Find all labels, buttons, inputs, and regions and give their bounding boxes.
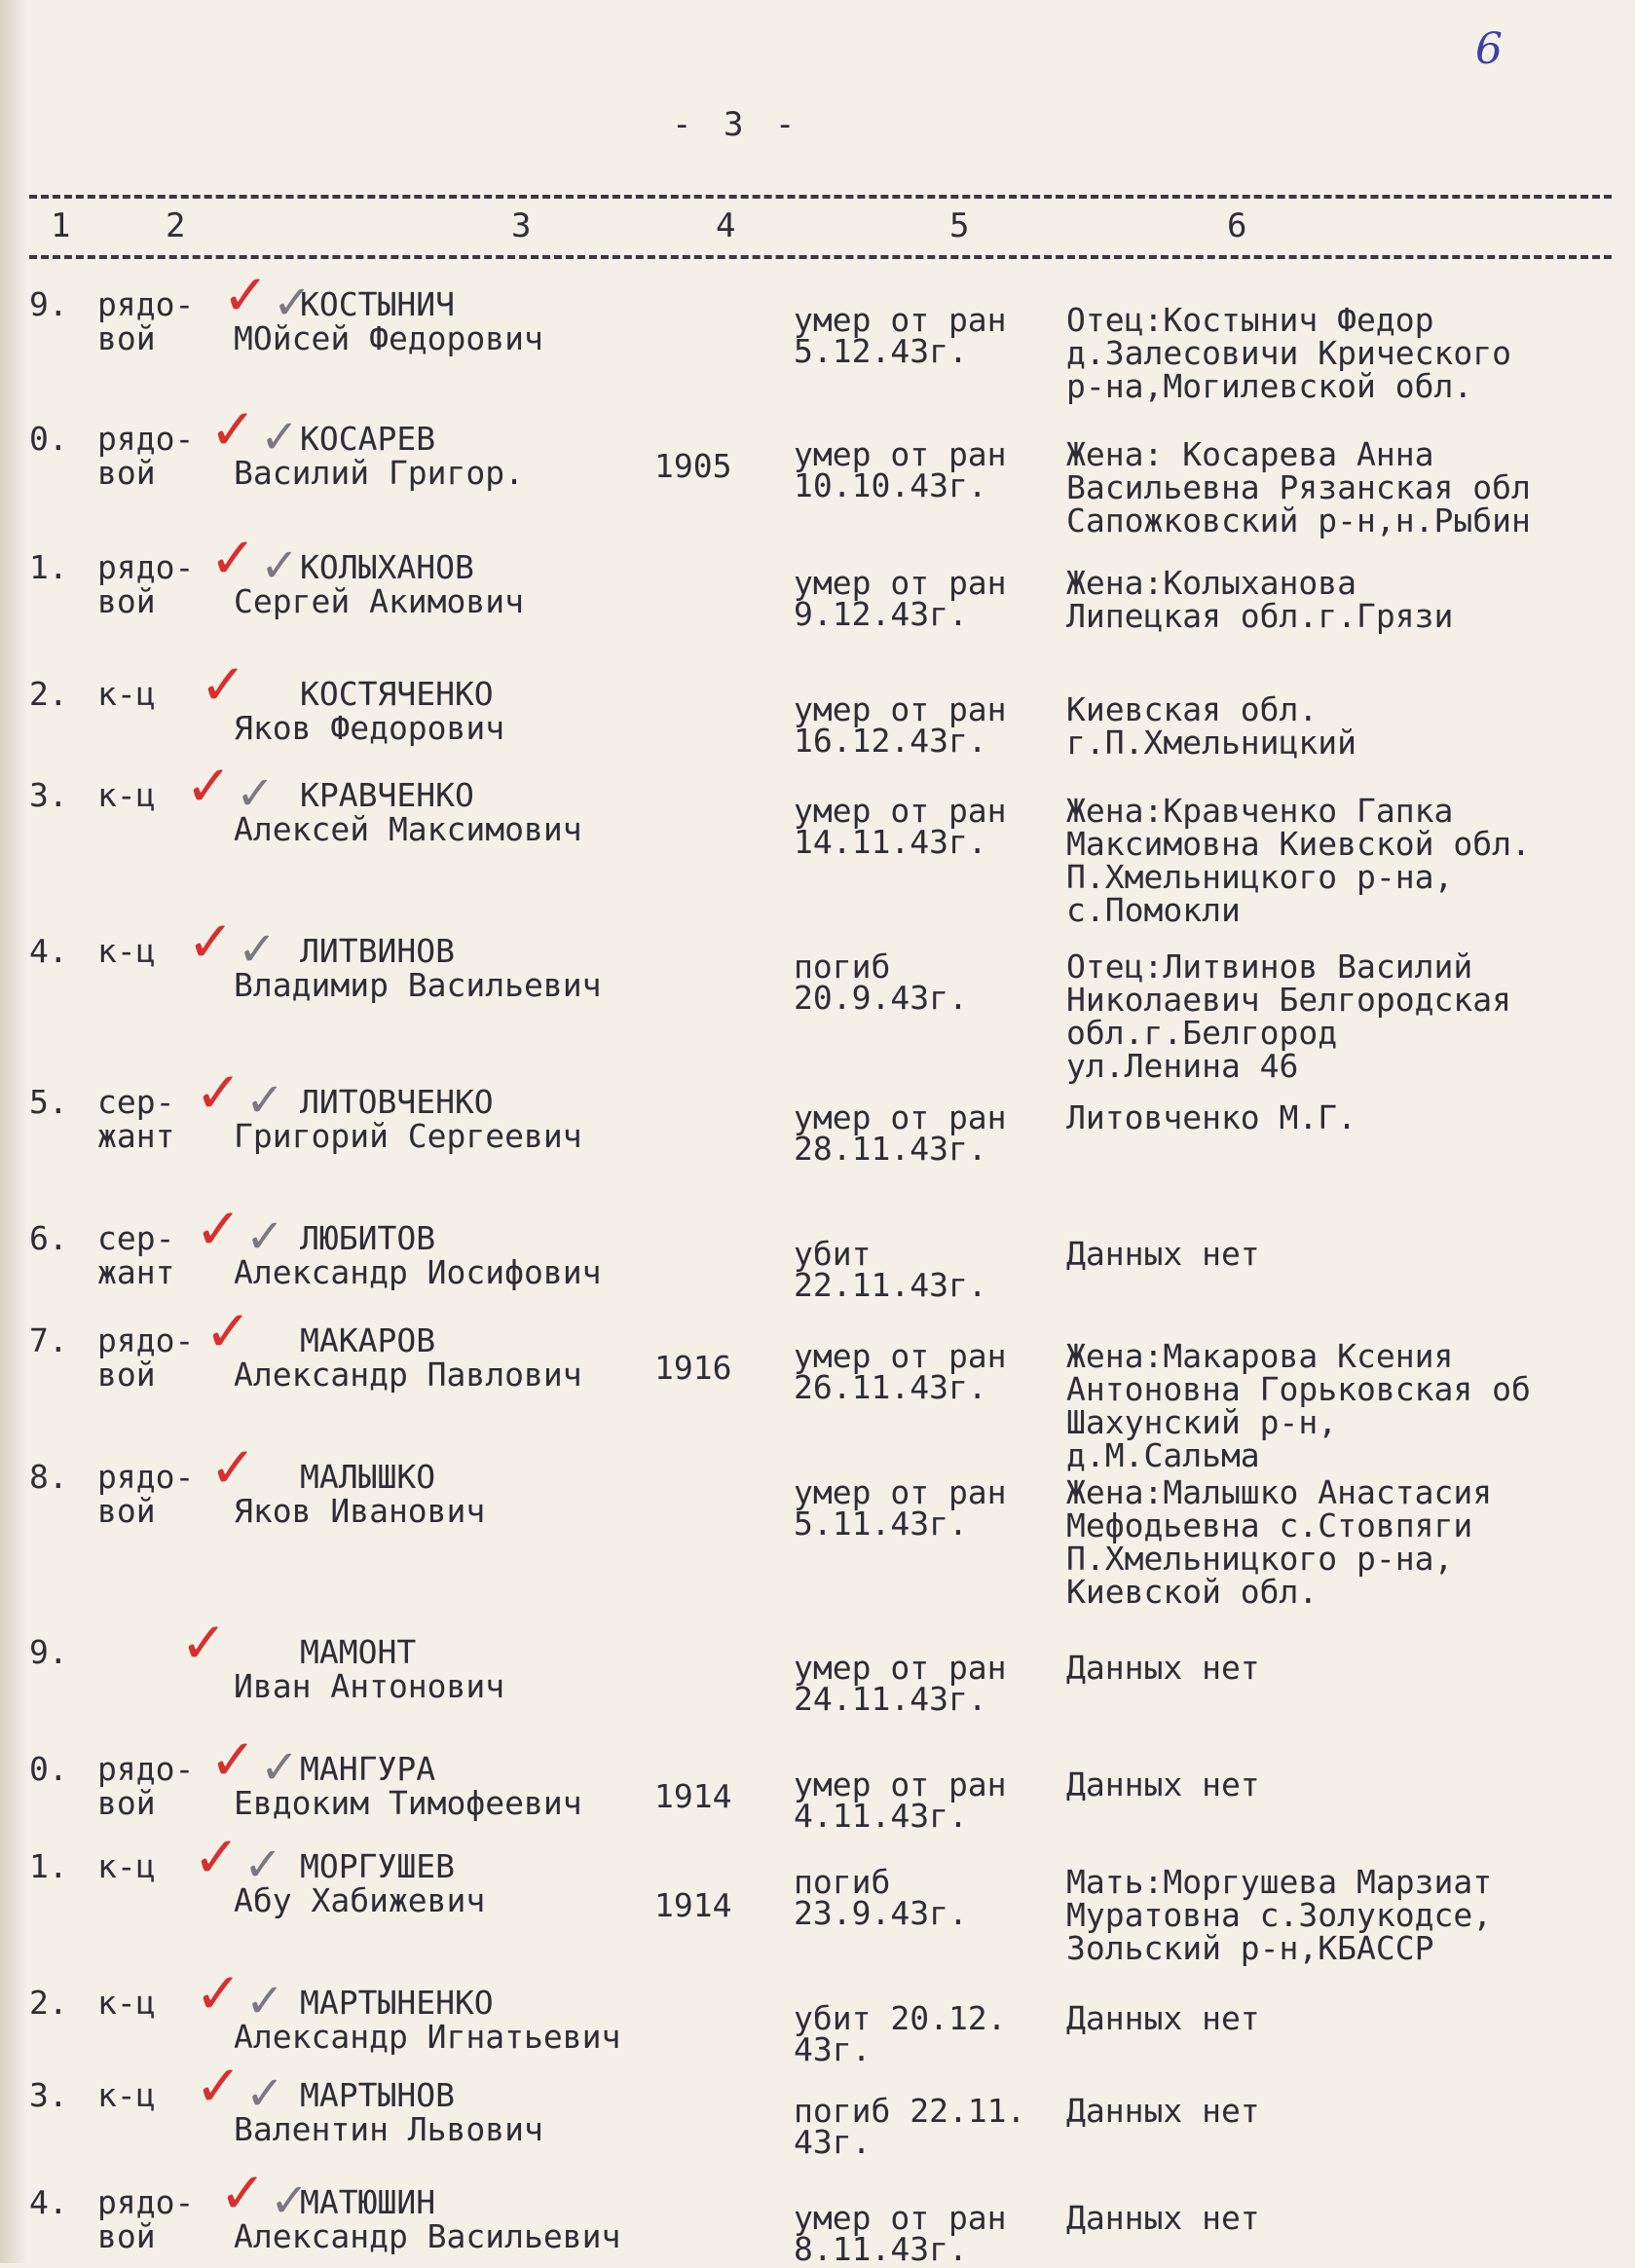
entry-number: 8.: [29, 1458, 68, 1496]
relatives-address: Литовченко М.Г.: [1066, 1098, 1357, 1136]
relatives-address: Сапожковский р-н,н.Рыбин: [1066, 502, 1531, 539]
relatives-address: Антоновна Горьковская об: [1066, 1370, 1531, 1408]
fate: умер от ран: [794, 1098, 1007, 1136]
fate: 10.10.43г.: [794, 466, 987, 504]
surname: КОЛЫХАНОВ: [300, 548, 474, 586]
rank: жант: [97, 1117, 175, 1155]
rank: к-ц: [97, 2076, 156, 2114]
review-tick-mark: ✓: [260, 410, 300, 465]
rank: к-ц: [97, 1984, 156, 2022]
red-check-mark: ✓: [204, 1298, 252, 1364]
given-names: Валентин Львович: [234, 2110, 543, 2148]
relatives-address: д.М.Сальма: [1066, 1436, 1260, 1474]
given-names: Евдоким Тимофеевич: [234, 1784, 582, 1822]
rank: рядо-: [97, 2183, 195, 2221]
relatives-address: ул.Ленина 46: [1066, 1047, 1299, 1085]
relatives-address: Жена:Малышко Анастасия: [1066, 1473, 1493, 1511]
entry-number: 9.: [29, 285, 68, 323]
rank: рядо-: [97, 1321, 195, 1359]
column-number-6: 6: [1227, 206, 1247, 245]
surname: МАТЮШИН: [300, 2183, 436, 2221]
entry-number: 9.: [29, 1633, 68, 1671]
red-check-mark: ✓: [209, 1434, 257, 1501]
rank: вой: [97, 582, 156, 620]
review-tick-mark: ✓: [260, 1740, 300, 1795]
given-names: Абу Хабижевич: [234, 1881, 486, 1919]
fate: 16.12.43г.: [794, 722, 987, 760]
rank: вой: [97, 454, 156, 492]
header-divider-bottom: [29, 255, 1612, 259]
review-tick-mark: ✓: [243, 1838, 283, 1892]
fate: убит 20.12.: [794, 1999, 1007, 2037]
rank: рядо-: [97, 285, 195, 323]
column-number-5: 5: [949, 206, 970, 245]
surname: КОСАРЕВ: [300, 420, 436, 458]
fate: погиб 22.11.: [794, 2092, 1026, 2130]
rank: к-ц: [97, 675, 156, 713]
given-names: Григорий Сергеевич: [234, 1117, 582, 1155]
given-names: Яков Федорович: [234, 709, 505, 747]
review-tick-mark: ✓: [245, 1209, 285, 1264]
header-divider-top: [29, 195, 1612, 199]
rank: вой: [97, 1784, 156, 1822]
given-names: Алексей Максимович: [234, 810, 582, 848]
review-tick-mark: ✓: [245, 1073, 285, 1128]
entry-number: 3.: [29, 2076, 68, 2114]
relatives-address: Мать:Моргушева Марзиат: [1066, 1863, 1493, 1901]
relatives-address: Данных нет: [1066, 1999, 1260, 2037]
page-left-edge: [0, 0, 27, 2263]
birth-year: 1916: [654, 1349, 732, 1387]
fate: 28.11.43г.: [794, 1130, 987, 1168]
column-number-2: 2: [166, 206, 186, 245]
surname: МАМОНТ: [300, 1633, 417, 1671]
relatives-address: Липецкая обл.г.Грязи: [1066, 597, 1454, 635]
review-tick-mark: ✓: [245, 2066, 285, 2121]
fate: 4.11.43г.: [794, 1797, 968, 1835]
page-number: - 3 -: [672, 105, 801, 144]
fate: 22.11.43г.: [794, 1266, 987, 1304]
fate: умер от ран: [794, 1766, 1007, 1803]
entry-number: 1.: [29, 548, 68, 586]
fate: 43г.: [794, 2030, 872, 2068]
review-tick-mark: ✓: [236, 766, 276, 821]
relatives-address: Отец:Костынич Федор: [1066, 301, 1434, 339]
relatives-address: Данных нет: [1066, 1235, 1260, 1273]
given-names: Александр Павлович: [234, 1356, 582, 1394]
relatives-address: Зольский р-н,КБАССР: [1066, 1929, 1434, 1967]
entry-number: 4.: [29, 2183, 68, 2221]
fate: 9.12.43г.: [794, 595, 968, 633]
fate: 23.9.43г.: [794, 1894, 968, 1932]
entry-number: 4.: [29, 932, 68, 970]
given-names: МОйсей Федорович: [234, 319, 543, 357]
relatives-address: обл.г.Белгород: [1066, 1014, 1338, 1052]
rank: к-ц: [97, 776, 156, 814]
relatives-address: Данных нет: [1066, 2092, 1260, 2130]
surname: ЛИТВИНОВ: [300, 932, 455, 970]
fate: погиб: [794, 1863, 891, 1901]
fate: умер от ран: [794, 1649, 1007, 1687]
red-check-mark: ✓: [209, 1727, 257, 1793]
rank: вой: [97, 1356, 156, 1394]
relatives-address: Жена:Колыханова: [1066, 564, 1357, 602]
review-tick-mark: ✓: [238, 922, 278, 977]
fate: 5.12.43г.: [794, 332, 968, 370]
red-check-mark: ✓: [222, 262, 270, 328]
red-check-mark: ✓: [200, 651, 247, 718]
rank: сер-: [97, 1083, 175, 1121]
rank: вой: [97, 319, 156, 357]
relatives-address: П.Хмельницкого р-на,: [1066, 1540, 1454, 1578]
entry-number: 0.: [29, 1750, 68, 1788]
fate: умер от ран: [794, 301, 1007, 339]
relatives-address: Данных нет: [1066, 1766, 1260, 1803]
fate: умер от ран: [794, 690, 1007, 728]
review-tick-mark: ✓: [260, 539, 300, 593]
entry-number: 6.: [29, 1219, 68, 1257]
given-names: Яков Иванович: [234, 1492, 486, 1530]
relatives-address: Шахунский р-н,: [1066, 1403, 1338, 1441]
birth-year: 1914: [654, 1886, 732, 1924]
red-check-mark: ✓: [195, 1060, 242, 1126]
relatives-address: Киевской обл.: [1066, 1573, 1319, 1611]
given-names: Сергей Акимович: [234, 582, 525, 620]
relatives-address: П.Хмельницкого р-на,: [1066, 858, 1454, 896]
fate: умер от ран: [794, 792, 1007, 830]
fate: 8.11.43г.: [794, 2230, 968, 2268]
rank: к-ц: [97, 932, 156, 970]
red-check-mark: ✓: [185, 753, 233, 819]
fate: 14.11.43г.: [794, 823, 987, 861]
rank: рядо-: [97, 420, 195, 458]
rank: жант: [97, 1253, 175, 1291]
red-check-mark: ✓: [193, 1824, 241, 1890]
red-check-mark: ✓: [195, 1196, 242, 1262]
red-check-mark: ✓: [209, 525, 257, 591]
given-names: Владимир Васильевич: [234, 966, 602, 1004]
relatives-address: Жена:Кравченко Гапка: [1066, 792, 1454, 830]
relatives-address: Максимовна Киевской обл.: [1066, 825, 1531, 863]
surname: ЛИТОВЧЕНКО: [300, 1083, 494, 1121]
relatives-address: Муратовна с.Золукодсе,: [1066, 1896, 1493, 1934]
surname: МАЛЫШКО: [300, 1458, 436, 1496]
fate: 26.11.43г.: [794, 1368, 987, 1406]
entry-number: 3.: [29, 776, 68, 814]
surname: МОРГУШЕВ: [300, 1847, 455, 1885]
relatives-address: Жена: Косарева Анна: [1066, 435, 1434, 473]
given-names: Иван Антонович: [234, 1667, 505, 1705]
entry-number: 1.: [29, 1847, 68, 1885]
rank: вой: [97, 2217, 156, 2255]
review-tick-mark: ✓: [245, 1974, 285, 2028]
fate: умер от ран: [794, 2199, 1007, 2237]
relatives-address: Киевская обл.: [1066, 690, 1319, 728]
entry-number: 2.: [29, 675, 68, 713]
relatives-address: Николаевич Белгородская: [1066, 981, 1511, 1019]
fate: умер от ран: [794, 564, 1007, 602]
fate: умер от ран: [794, 435, 1007, 473]
fate: погиб: [794, 948, 891, 985]
relatives-address: Васильевна Рязанская обл: [1066, 468, 1531, 506]
rank: рядо-: [97, 1750, 195, 1788]
rank: рядо-: [97, 1458, 195, 1496]
fate: 20.9.43г.: [794, 979, 968, 1017]
given-names: Александр Игнатьевич: [234, 2018, 621, 2056]
relatives-address: Данных нет: [1066, 1649, 1260, 1687]
surname: ЛЮБИТОВ: [300, 1219, 436, 1257]
given-names: Александр Васильевич: [234, 2217, 621, 2255]
relatives-address: Мефодьевна с.Стовпяги: [1066, 1506, 1473, 1544]
relatives-address: г.П.Хмельницкий: [1066, 724, 1357, 762]
surname: МАНГУРА: [300, 1750, 436, 1788]
relatives-address: д.Залесовичи Кричеcкого: [1066, 334, 1511, 372]
red-check-mark: ✓: [180, 1610, 228, 1676]
surname: МАРТЫНОВ: [300, 2076, 455, 2114]
entry-number: 0.: [29, 420, 68, 458]
fate: умер от ран: [794, 1337, 1007, 1375]
surname: КОСТЫНИЧ: [300, 285, 455, 323]
red-check-mark: ✓: [187, 909, 235, 975]
column-number-1: 1: [51, 206, 71, 245]
fate: умер от ран: [794, 1473, 1007, 1511]
rank: вой: [97, 1492, 156, 1530]
relatives-address: Отец:Литвинов Василий: [1066, 948, 1473, 985]
fate: убит: [794, 1235, 872, 1273]
rank: сер-: [97, 1219, 175, 1257]
sheet-number: 6: [1475, 24, 1503, 74]
fate: 43г.: [794, 2123, 872, 2161]
fate: 5.11.43г.: [794, 1505, 968, 1543]
surname: КОСТЯЧЕНКО: [300, 675, 494, 713]
review-tick-mark: ✓: [270, 2174, 310, 2228]
entry-number: 7.: [29, 1321, 68, 1359]
fate: 24.11.43г.: [794, 1680, 987, 1718]
entry-number: 2.: [29, 1984, 68, 2022]
relatives-address: р-на,Могилевской обл.: [1066, 367, 1473, 405]
red-check-mark: ✓: [195, 2053, 242, 2119]
given-names: Александр Иосифович: [234, 1253, 602, 1291]
column-number-4: 4: [716, 206, 736, 245]
relatives-address: с.Помокли: [1066, 891, 1241, 929]
red-check-mark: ✓: [195, 1960, 242, 2026]
red-check-mark: ✓: [209, 396, 257, 463]
rank: рядо-: [97, 548, 195, 586]
birth-year: 1905: [654, 447, 732, 485]
rank: к-ц: [97, 1847, 156, 1885]
surname: МАРТЫНЕНКО: [300, 1984, 494, 2022]
relatives-address: Данных нет: [1066, 2199, 1260, 2237]
red-check-mark: ✓: [219, 2160, 267, 2226]
relatives-address: Жена:Макарова Ксения: [1066, 1337, 1454, 1375]
surname: КРАВЧЕНКО: [300, 776, 474, 814]
entry-number: 5.: [29, 1083, 68, 1121]
birth-year: 1914: [654, 1777, 732, 1815]
column-number-3: 3: [511, 206, 532, 245]
surname: МАКАРОВ: [300, 1321, 436, 1359]
review-tick-mark: ✓: [273, 276, 313, 330]
given-names: Василий Григор.: [234, 454, 525, 492]
